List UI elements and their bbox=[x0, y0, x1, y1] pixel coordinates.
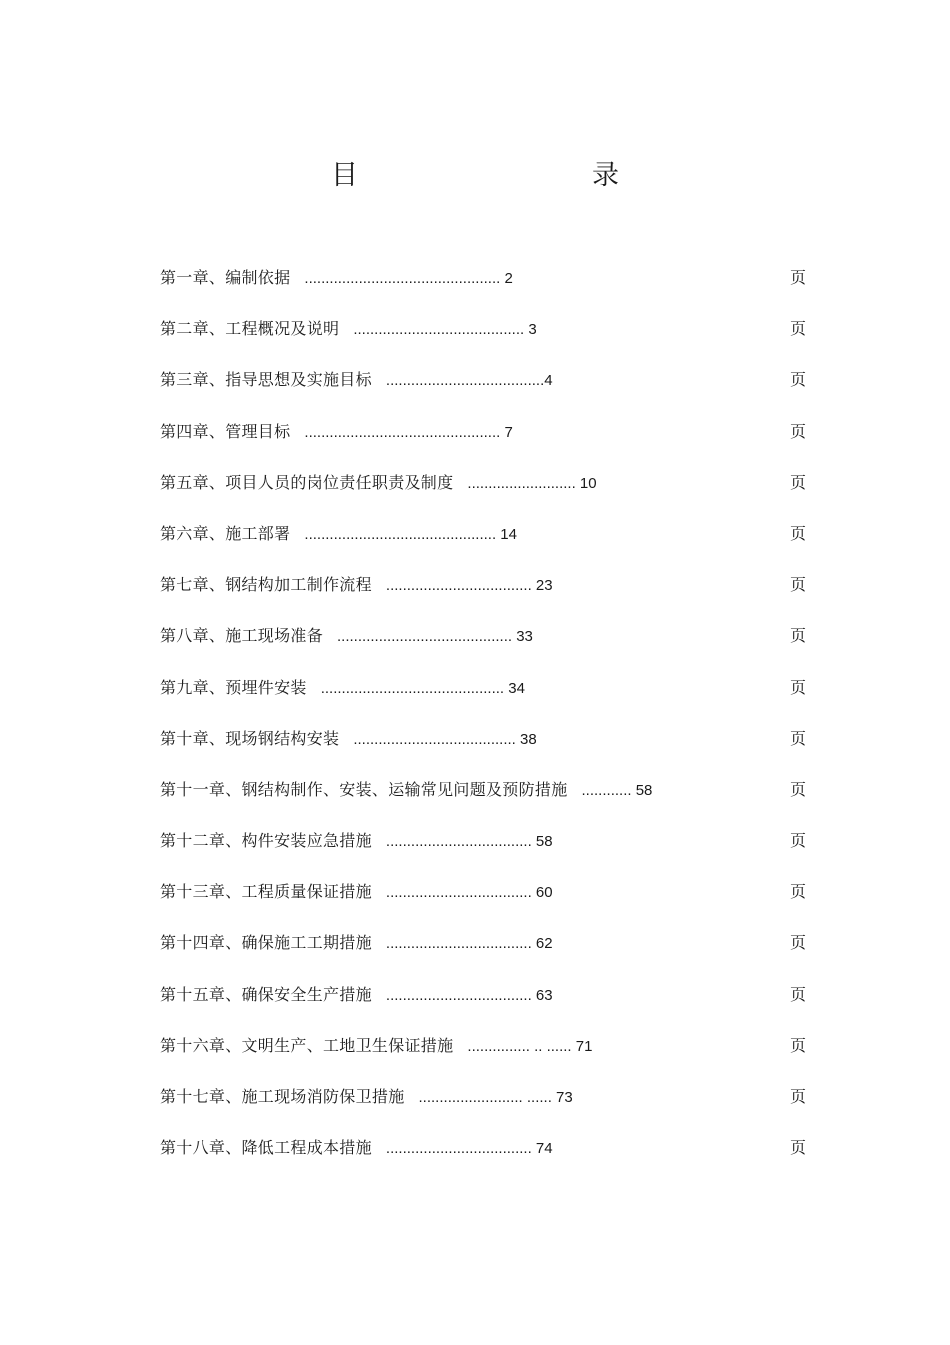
toc-entry[interactable] bbox=[160, 929, 806, 980]
toc-entry-text bbox=[160, 1134, 553, 1163]
toc-dot-leader-page-number: .......................................... 33 bbox=[337, 628, 533, 646]
toc-entry[interactable] bbox=[160, 674, 806, 725]
toc-entry-text bbox=[160, 622, 533, 651]
toc-entry-text bbox=[160, 1032, 592, 1061]
toc-dot-leader-page-number: ................................... 60 bbox=[385, 884, 553, 902]
toc-dot-leader-page-number: ......................................4 bbox=[385, 372, 553, 390]
toc-entry-text bbox=[160, 571, 553, 600]
toc-entry[interactable] bbox=[160, 981, 806, 1032]
toc-page-suffix: 页 bbox=[789, 472, 806, 492]
toc-entry-text bbox=[160, 469, 597, 498]
toc-chapter-title: 第十五章、确保安全生产措施 bbox=[160, 984, 372, 1004]
toc-entry-text bbox=[160, 520, 517, 549]
toc-dot-leader-page-number: ............................................... 2 bbox=[304, 270, 513, 287]
toc-chapter-title: 第十四章、确保施工工期措施 bbox=[160, 933, 372, 953]
toc-chapter-title: 第八章、施工现场准备 bbox=[160, 626, 324, 646]
toc-dot-leader-page-number: .............................................. 14 bbox=[304, 525, 517, 543]
toc-page-suffix: 页 bbox=[789, 882, 806, 902]
toc-page-suffix: 页 bbox=[789, 626, 806, 646]
toc-dot-leader-page-number: ............... .. ...... 71 bbox=[467, 1037, 593, 1055]
toc-dot-leader-page-number: ................................... 58 bbox=[385, 833, 553, 851]
toc-entry[interactable] bbox=[160, 315, 806, 366]
toc-page-suffix: 页 bbox=[789, 1138, 806, 1158]
toc-dot-leader-page-number: ............................................ 34 bbox=[320, 679, 525, 697]
toc-dot-leader-page-number: ......................................... 3 bbox=[353, 321, 537, 339]
toc-page-suffix: 页 bbox=[789, 1087, 806, 1106]
toc-page-suffix: 页 bbox=[789, 779, 806, 799]
toc-entry-text bbox=[160, 878, 553, 907]
toc-chapter-title: 第一章、编制依据 bbox=[160, 268, 291, 287]
toc-entry[interactable] bbox=[160, 366, 806, 417]
toc-chapter-title: 第十一章、钢结构制作、安装、运输常见问题及预防措施 bbox=[160, 779, 568, 799]
toc-dot-leader-page-number: ................................... 74 bbox=[385, 1140, 553, 1158]
toc-page-suffix: 页 bbox=[789, 933, 806, 953]
toc-entry-text bbox=[160, 725, 537, 754]
toc-entry[interactable] bbox=[160, 1134, 806, 1185]
toc-entry-text bbox=[160, 366, 553, 395]
toc-entry[interactable] bbox=[160, 878, 806, 929]
toc-entry-text bbox=[160, 418, 513, 447]
toc-chapter-title: 第十二章、构件安装应急措施 bbox=[160, 831, 372, 851]
toc-dot-leader-page-number: ................................... 62 bbox=[385, 935, 553, 953]
toc-page-suffix: 页 bbox=[789, 268, 806, 287]
toc-chapter-title: 第四章、管理目标 bbox=[160, 421, 291, 441]
toc-entry-text bbox=[160, 264, 513, 293]
toc-entry-text bbox=[160, 776, 652, 805]
toc-chapter-title: 第七章、钢结构加工制作流程 bbox=[160, 575, 372, 595]
toc-chapter-title: 第六章、施工部署 bbox=[160, 523, 291, 543]
toc-chapter-title: 第二章、工程概况及说明 bbox=[160, 319, 340, 339]
toc-chapter-title: 第五章、项目人员的岗位责任职责及制度 bbox=[160, 472, 454, 492]
toc-page-suffix: 页 bbox=[789, 523, 806, 543]
toc-entry-text bbox=[160, 315, 537, 344]
toc-entry[interactable] bbox=[160, 776, 806, 827]
toc-chapter-title: 第九章、预埋件安装 bbox=[160, 677, 307, 697]
toc-chapter-title: 第十章、现场钢结构安装 bbox=[160, 728, 340, 748]
toc-chapter-title: 第十六章、文明生产、工地卫生保证措施 bbox=[160, 1035, 454, 1055]
toc-entry[interactable] bbox=[160, 571, 806, 622]
toc-entry[interactable] bbox=[160, 469, 806, 520]
toc-dot-leader-page-number: ................................... 63 bbox=[385, 986, 553, 1004]
toc-page-suffix: 页 bbox=[789, 319, 806, 339]
toc-chapter-title: 第三章、指导思想及实施目标 bbox=[160, 370, 372, 390]
toc-chapter-title: 第十七章、施工现场消防保卫措施 bbox=[160, 1087, 405, 1106]
toc-page-suffix: 页 bbox=[789, 370, 806, 390]
toc-dot-leader-page-number: ......................... ...... 73 bbox=[418, 1089, 573, 1106]
table-of-contents bbox=[160, 264, 806, 1185]
toc-dot-leader-page-number: ............................................... 7 bbox=[304, 423, 513, 441]
toc-entry[interactable] bbox=[160, 418, 806, 469]
toc-entry-text bbox=[160, 827, 553, 856]
toc-page-suffix: 页 bbox=[789, 421, 806, 441]
toc-entry[interactable] bbox=[160, 827, 806, 878]
toc-page-suffix: 页 bbox=[789, 831, 806, 851]
toc-entry[interactable] bbox=[160, 520, 806, 571]
toc-entry-text bbox=[160, 674, 525, 703]
toc-dot-leader-page-number: ................................... 23 bbox=[385, 577, 553, 595]
toc-entry-text bbox=[160, 929, 553, 958]
toc-page-suffix: 页 bbox=[789, 984, 806, 1004]
toc-chapter-title: 第十八章、降低工程成本措施 bbox=[160, 1138, 372, 1158]
toc-dot-leader-page-number: .......................... 10 bbox=[467, 474, 597, 492]
toc-entry[interactable] bbox=[160, 725, 806, 776]
toc-entry[interactable] bbox=[160, 622, 806, 673]
toc-page-suffix: 页 bbox=[789, 1035, 806, 1055]
toc-page-suffix: 页 bbox=[789, 677, 806, 697]
toc-entry-text bbox=[160, 981, 553, 1010]
toc-entry-text bbox=[160, 1083, 573, 1112]
toc-entry[interactable] bbox=[160, 264, 806, 315]
toc-entry[interactable] bbox=[160, 1083, 806, 1134]
toc-dot-leader-page-number: ....................................... 38 bbox=[353, 730, 537, 748]
toc-dot-leader-page-number: ............ 58 bbox=[581, 781, 653, 799]
toc-chapter-title: 第十三章、工程质量保证措施 bbox=[160, 882, 372, 902]
toc-page-suffix: 页 bbox=[789, 575, 806, 595]
toc-page-suffix: 页 bbox=[789, 728, 806, 748]
toc-entry[interactable] bbox=[160, 1032, 806, 1083]
page-title: 目 录 bbox=[331, 160, 679, 191]
